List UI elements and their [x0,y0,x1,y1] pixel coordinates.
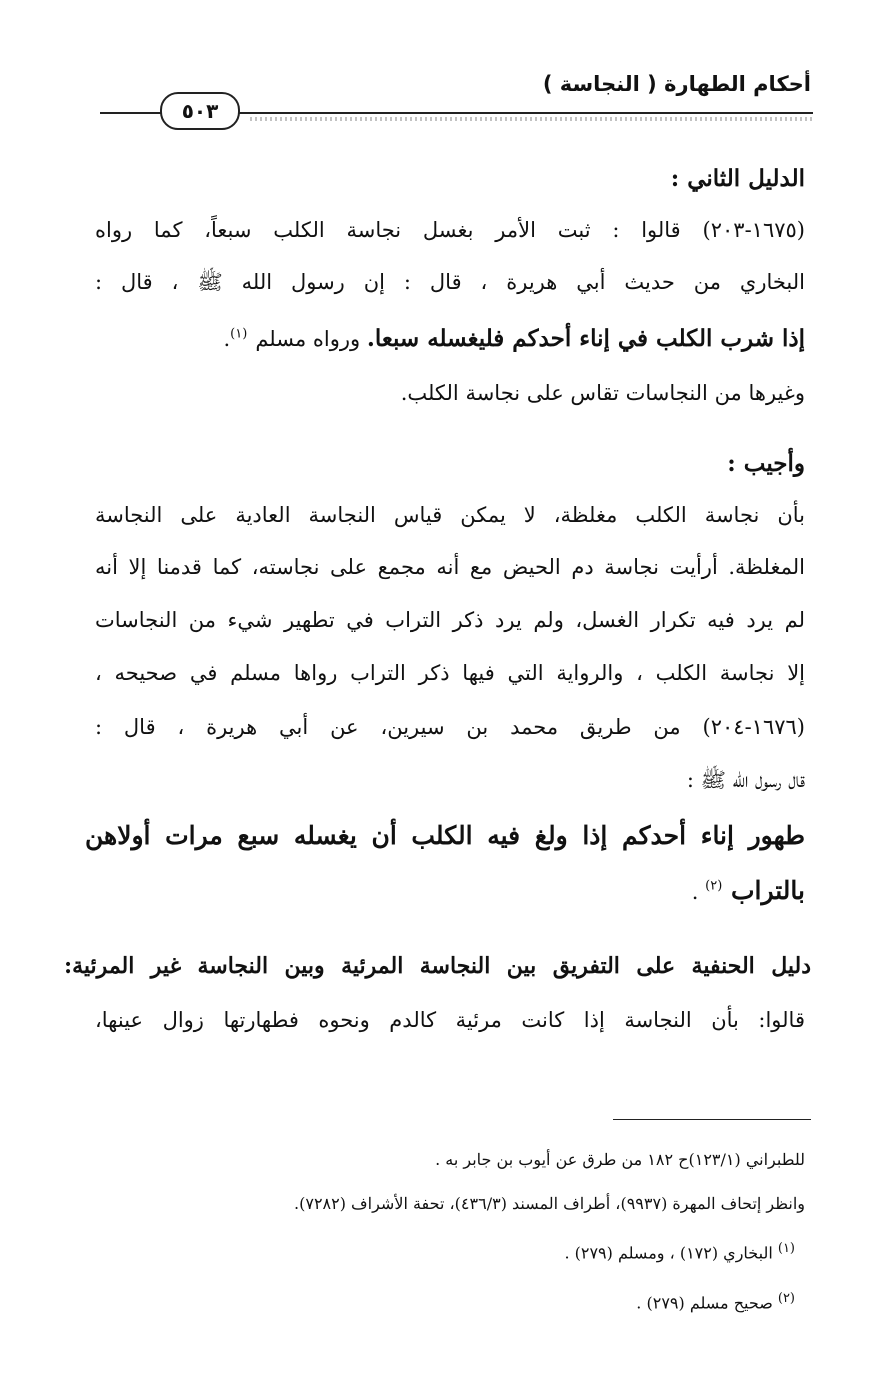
paragraph-line: قال رسول الله ﷺ : [686,768,805,792]
footnote-rule [613,1119,811,1120]
paragraph-line: البخاري من حديث أبي هريرة ، قال : إن رسول الله ﷺ ، قال : [95,270,805,294]
hadith-end: . [691,880,706,904]
paragraph-line: وغيرها من النجاسات تقاس على نجاسة الكلب. [400,381,805,405]
heading-second-evidence: الدليل الثاني : [670,165,805,192]
paragraph-line: لم يرد فيه تكرار الغسل، ولم يرد ذكر التراب في تطهير شيء من النجاسات [95,608,805,632]
paragraph-line: (١٦٧٦-٢٠٤) من طريق محمد بن سيرين، عن أبي هريرة ، قال : [95,715,805,739]
paragraph-line: (١٦٧٥-٢٠٣) قالوا : ثبت الأمر بغسل نجاسة الكلب سبعاً، كما رواه [95,218,805,242]
footnote-marker-1: (١) [230,326,248,342]
hadith-quote-2-line2 [692,878,805,903]
footnote-2-text: صحيح مسلم (٢٧٩) . [636,1293,778,1313]
footnote-marker-2: (٢) [705,878,723,894]
paragraph-line: بأن نجاسة الكلب مغلظة، لا يمكن قياس النجاسة العادية على النجاسة [95,503,805,527]
header-rule-texture [250,117,813,121]
heading-answer: وأجيب : [727,450,805,477]
heading-hanafi-evidence: دليل الحنفية على التفريق بين النجاسة المرئية وبين النجاسة غير المرئية: [64,953,811,979]
hadith-quote-1 [223,327,805,350]
paragraph-line: إلا نجاسة الكلب ، والرواية التي فيها ذكر التراب رواها مسلم في صحيحه ، [95,661,805,685]
paragraph-line: قالوا: بأن النجاسة إذا كانت مرئية كالدم ونحوه فطهارتها زوال عينها، [95,1008,805,1032]
hadith-text: بالتراب [730,876,805,905]
footnote-2 [636,1292,795,1311]
hadith-text: إذا شرب الكلب في إناء أحدكم فليغسله سبعا. [366,325,805,352]
page-number: ٥٠٣ [160,92,240,130]
hadith-quote-2-line1: طهور إناء أحدكم إذا ولغ فيه الكلب أن يغسله سبع مرات أولاهن [85,821,805,850]
footnote-1-number: (١) [777,1241,795,1256]
footnote-1 [564,1242,795,1261]
footnote-carryover-line: للطبراني (١٢٣/١)ح ١٨٢ من طرق عن أيوب بن جابر به . [435,1150,805,1169]
hadith-end: . [223,327,231,351]
footnote-1-text: البخاري (١٧٢) ، ومسلم (٢٧٩) . [564,1243,778,1263]
paragraph-line: المغلظة. أرأيت نجاسة دم الحيض مع أنه مجمع على نجاسته، كما قدمنا إلا أنه [95,555,805,579]
hadith-source: ورواه مسلم [255,327,367,351]
footnote-carryover-line: وانظر إتحاف المهرة (٩٩٣٧)، أطراف المسند (٤٣٦/٣)، تحفة الأشراف (٧٢٨٢). [294,1194,805,1213]
running-header-title: أحكام الطهارة ( النجاسة ) [542,72,811,96]
footnote-2-number: (٢) [777,1291,795,1306]
